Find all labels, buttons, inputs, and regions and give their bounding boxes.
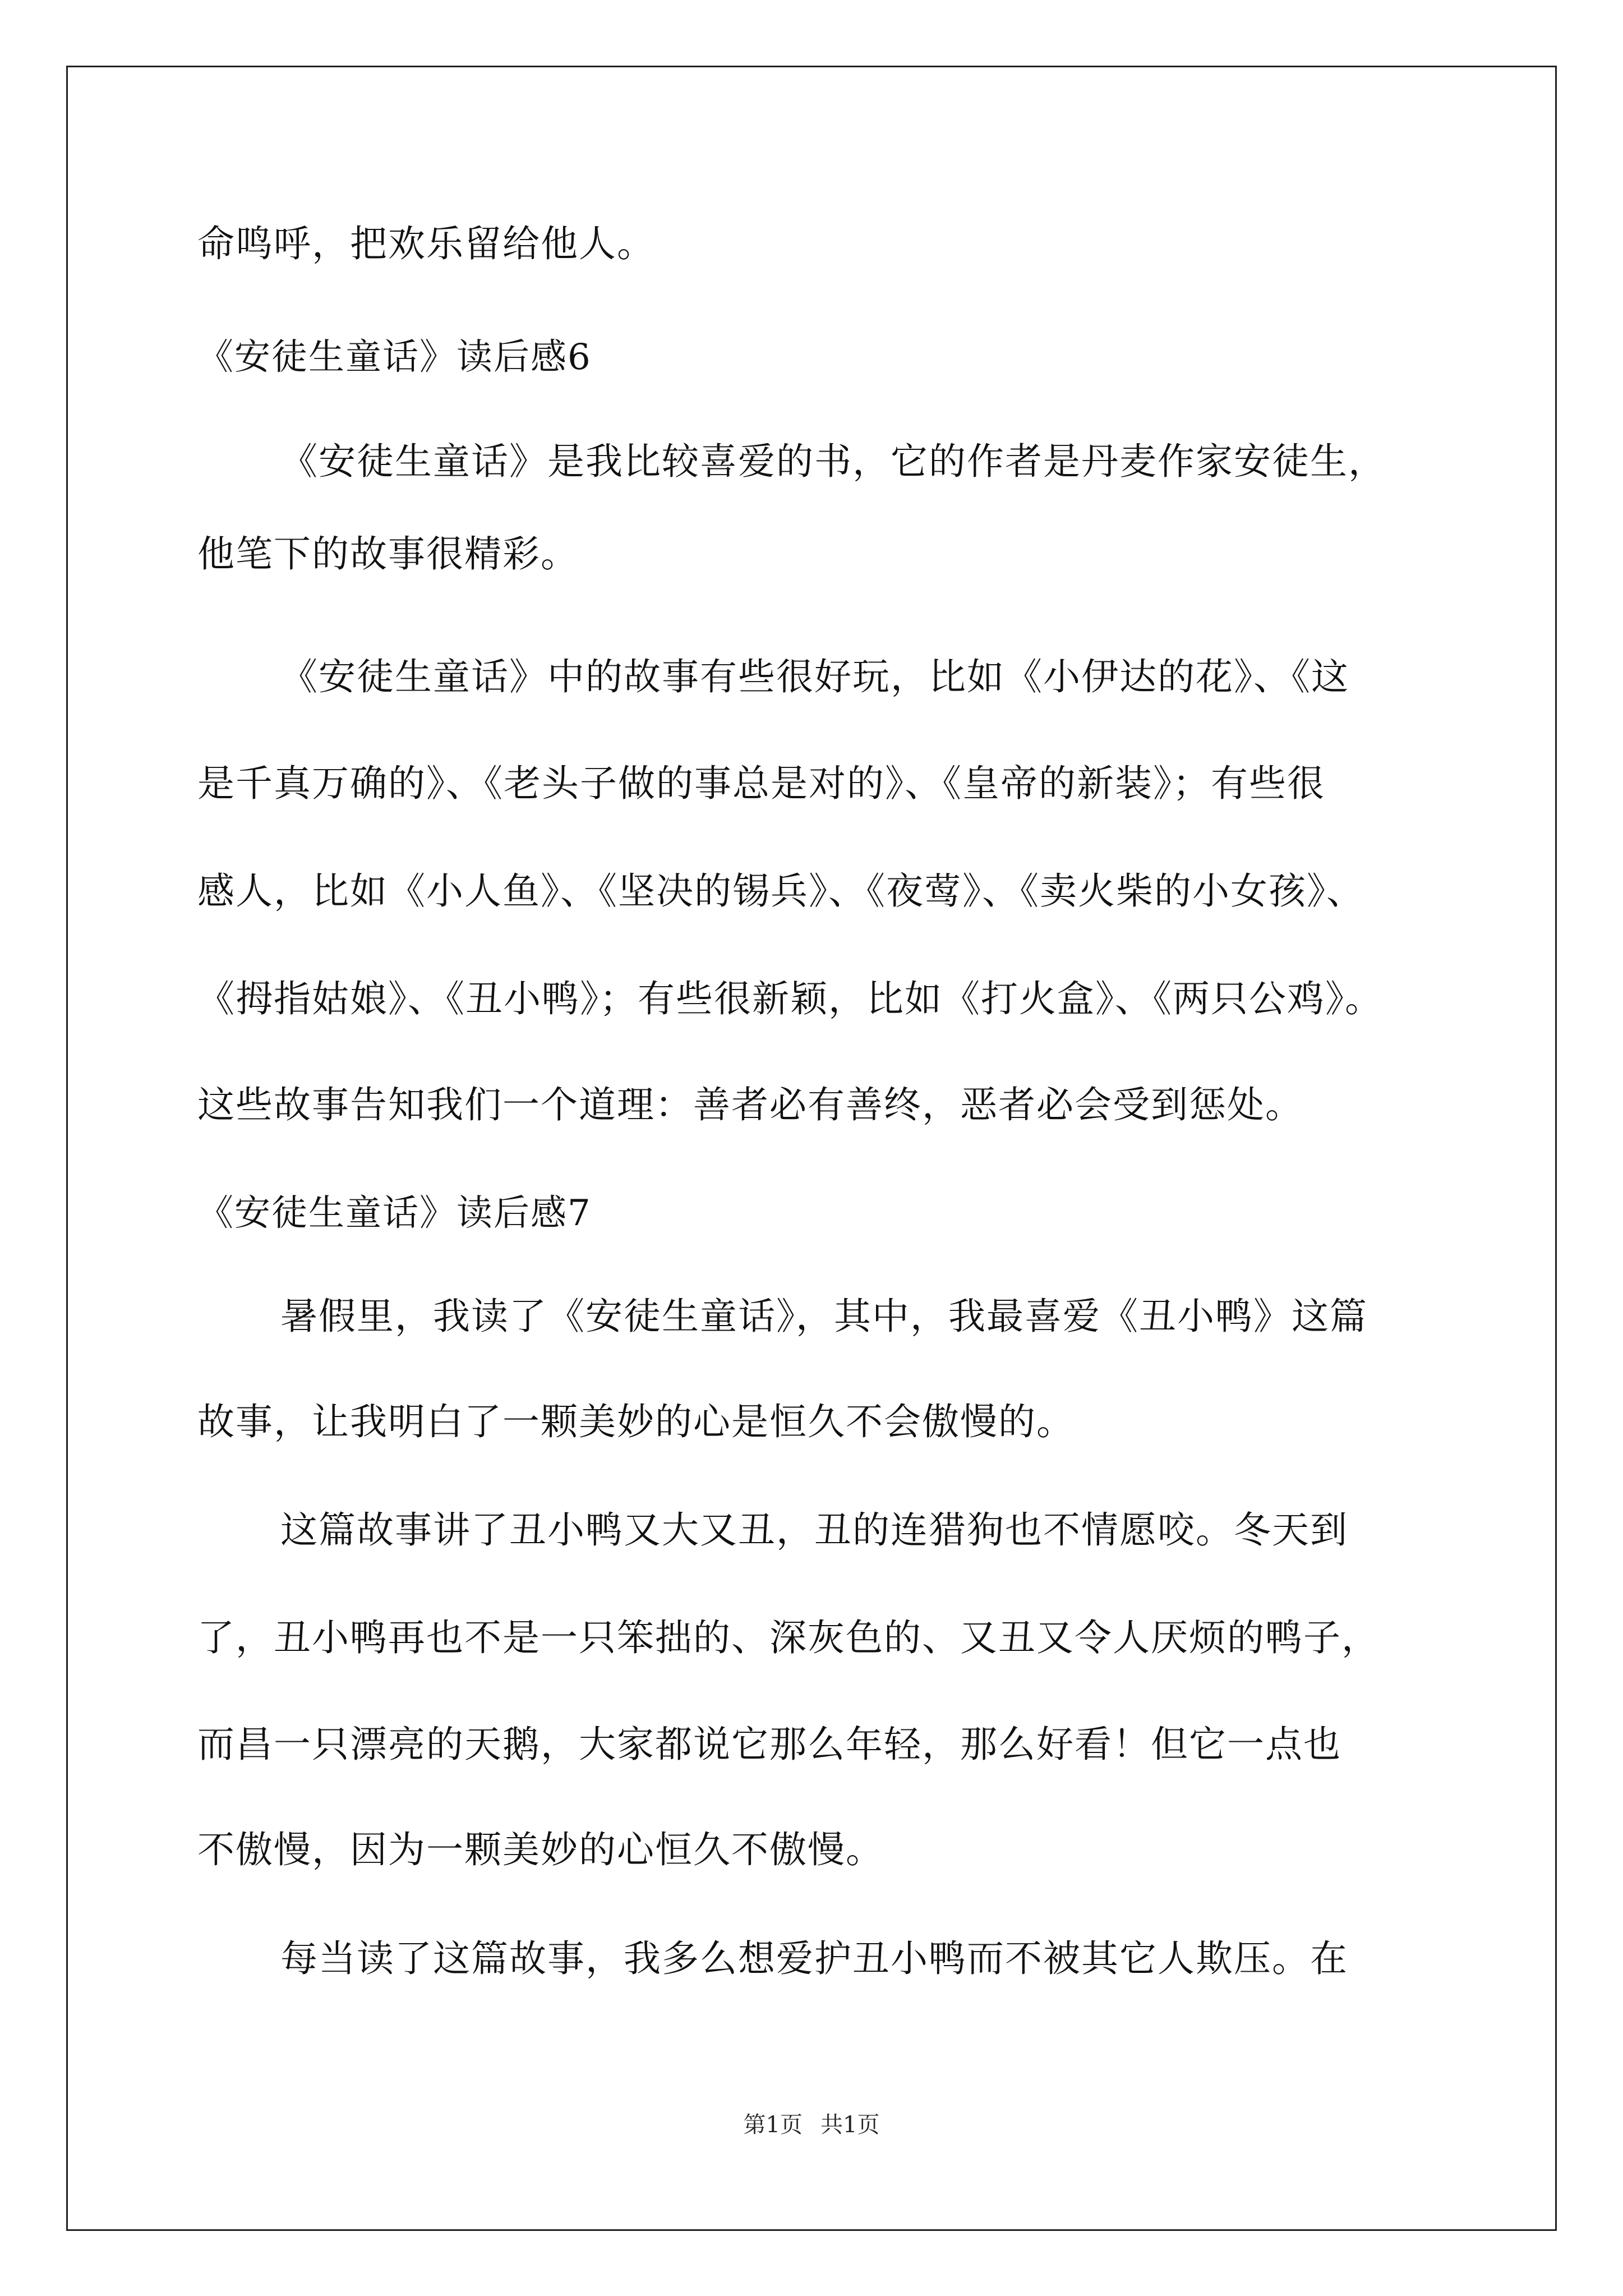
paragraph-line: 这些故事告知我们一个道理：善者必有善终，恶者必会受到惩处。 [197, 1083, 1303, 1126]
paragraph-line: 故事，让我明白了一颗美妙的心是恒久不会傲慢的。 [197, 1400, 1075, 1443]
paragraph-line: 暑假里，我读了《安徒生童话》，其中，我最喜爱《丑小鸭》这篇 [280, 1295, 1368, 1338]
page-number: 第1页 [743, 2112, 803, 2138]
paragraph-line: 《拇指姑娘》、《丑小鸭》；有些很新颖，比如《打火盒》、《两只公鸡》。 [197, 977, 1383, 1020]
paragraph-line: 是千真万确的》、《老头子做的事总是对的》、《皇帝的新装》；有些很 [197, 762, 1325, 805]
paragraph-line: 感人，比如《小人鱼》、《坚决的锡兵》、《夜莺》、《卖火柴的小女孩》、 [197, 869, 1364, 913]
paragraph-line: 命鸣呼，把欢乐留给他人。 [197, 222, 655, 265]
page-border [66, 66, 1557, 2231]
paragraph-line: 这篇故事讲了丑小鸭又大又丑，丑的连猎狗也不情愿咬。冬天到 [280, 1508, 1348, 1552]
section-heading: 《安徒生童话》读后感7 [197, 1193, 592, 1234]
paragraph-line: 他笔下的故事很精彩。 [197, 532, 579, 576]
paragraph-line: 了，丑小鸭再也不是一只笨拙的、深灰色的、又丑又令人厌烦的鸭子， [197, 1616, 1380, 1659]
section-heading: 《安徒生童话》读后感6 [197, 337, 592, 378]
paragraph-line: 而昌一只漂亮的天鹅，大家都说它那么年轻，那么好看！但它一点也 [197, 1723, 1341, 1766]
paragraph-line: 《安徒生童话》中的故事有些很好玩，比如《小伊达的花》、《这 [280, 655, 1349, 698]
page-footer [0, 2111, 1623, 2139]
paragraph-line: 每当读了这篇故事，我多么想爱护丑小鸭而不被其它人欺压。在 [280, 1937, 1348, 1980]
paragraph-line: 《安徒生童话》是我比较喜爱的书，它的作者是丹麦作家安徒生， [280, 440, 1386, 483]
page-total: 共1页 [820, 2112, 880, 2138]
paragraph-line: 不傲慢，因为一颗美妙的心恒久不傲慢。 [197, 1828, 884, 1871]
